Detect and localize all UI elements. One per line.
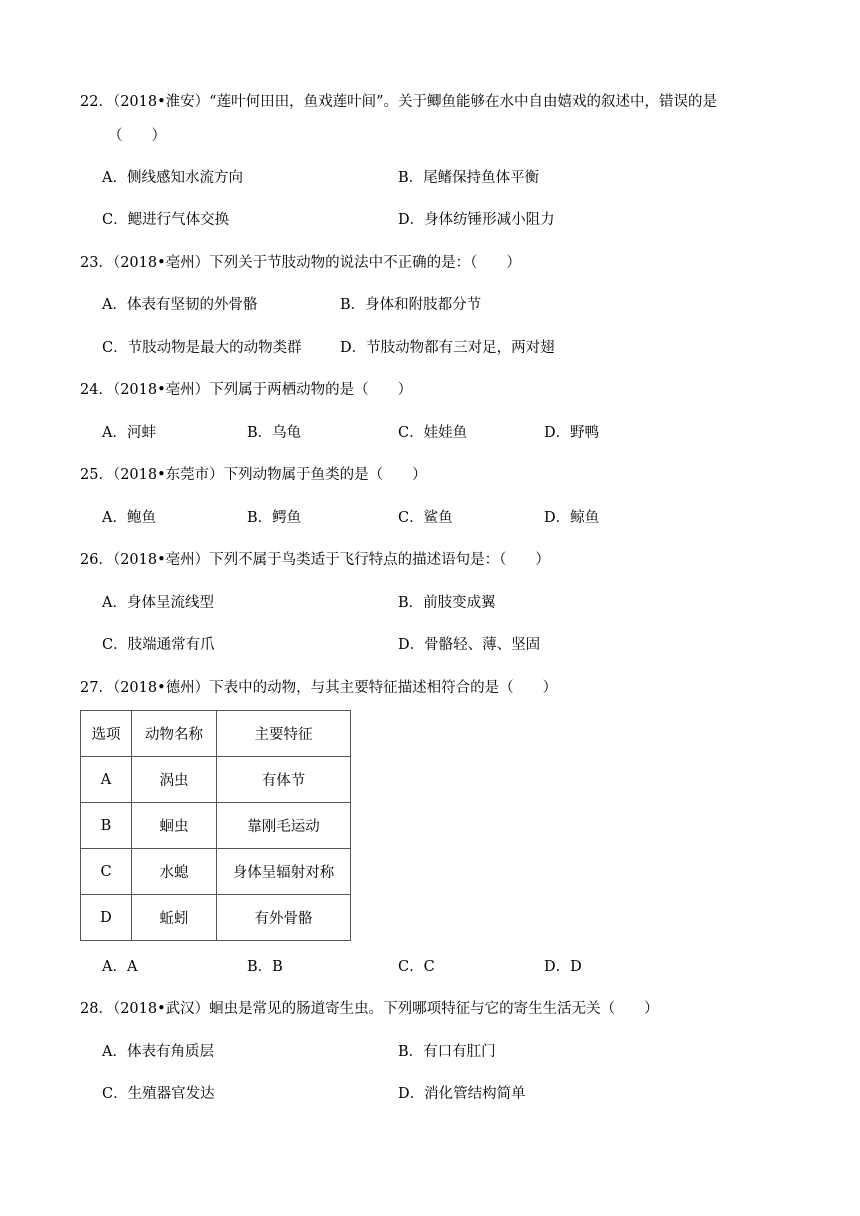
option-b[interactable]: B．乌龟 bbox=[247, 425, 302, 441]
table-cell: B bbox=[81, 803, 132, 849]
option-c[interactable]: C．鲨鱼 bbox=[398, 510, 453, 526]
question-text: （2018•亳州）下列属于两栖动物的是（ ） bbox=[112, 382, 413, 398]
option-b[interactable]: B．身体和附肢都分节 bbox=[340, 297, 482, 313]
option-c[interactable]: C．肢端通常有爪 bbox=[102, 637, 215, 653]
option-d[interactable]: D．节肢动物都有三对足，两对翅 bbox=[340, 340, 555, 356]
option-c[interactable]: C．生殖器官发达 bbox=[102, 1086, 215, 1102]
option-c[interactable]: C．鳃进行气体交换 bbox=[102, 212, 230, 228]
option-a[interactable]: A．鲍鱼 bbox=[102, 510, 156, 526]
option-c[interactable]: C．节肢动物是最大的动物类群 bbox=[102, 340, 302, 356]
question-23-stem bbox=[80, 251, 521, 272]
table-cell: 靠刚毛运动 bbox=[217, 803, 351, 849]
table-cell: C bbox=[81, 849, 132, 895]
table-header-cell: 动物名称 bbox=[132, 711, 217, 757]
table-header-cell: 选项 bbox=[81, 711, 132, 757]
option-a[interactable]: A．体表有角质层 bbox=[102, 1044, 214, 1060]
option-d[interactable]: D．消化管结构简单 bbox=[398, 1086, 526, 1102]
table-cell: A bbox=[81, 757, 132, 803]
option-a[interactable]: A．侧线感知水流方向 bbox=[102, 170, 243, 186]
table-cell: D bbox=[81, 895, 132, 941]
table-row bbox=[81, 849, 351, 895]
option-b[interactable]: B．前肢变成翼 bbox=[398, 595, 496, 611]
option-c[interactable]: C．C bbox=[398, 959, 435, 975]
option-b[interactable]: B．B bbox=[247, 959, 283, 975]
option-a[interactable]: A．河蚌 bbox=[102, 425, 156, 441]
question-number: 24． bbox=[80, 382, 113, 398]
question-text: （2018•亳州）下列关于节肢动物的说法中不正确的是：（ ） bbox=[112, 255, 521, 271]
question-text: （2018•德州）下表中的动物，与其主要特征描述相符合的是（ ） bbox=[112, 680, 558, 696]
option-d[interactable]: D．骨骼轻、薄、坚固 bbox=[398, 637, 541, 653]
question-text: （2018•淮安）“莲叶何田田，鱼戏莲叶间”。关于鲫鱼能够在水中自由嬉戏的叙述中，错误的是 bbox=[112, 94, 717, 110]
question-number: 22． bbox=[80, 94, 113, 110]
animal-feature-table bbox=[80, 710, 351, 941]
question-number: 28． bbox=[80, 1001, 113, 1017]
question-22-stem bbox=[80, 90, 717, 111]
question-number: 23． bbox=[80, 255, 113, 271]
table-cell: 有体节 bbox=[217, 757, 351, 803]
option-d[interactable]: D．野鸭 bbox=[544, 425, 600, 441]
option-c[interactable]: C．娃娃鱼 bbox=[398, 425, 468, 441]
question-number: 25． bbox=[80, 467, 113, 483]
question-number: 27． bbox=[80, 680, 113, 696]
question-28-stem bbox=[80, 997, 659, 1018]
table-row bbox=[81, 757, 351, 803]
option-b[interactable]: B．尾鳍保持鱼体平衡 bbox=[398, 170, 540, 186]
table-row bbox=[81, 895, 351, 941]
table-cell: 水螅 bbox=[132, 849, 217, 895]
question-25-stem bbox=[80, 463, 427, 484]
question-text: （2018•东莞市）下列动物属于鱼类的是（ ） bbox=[112, 467, 427, 483]
question-26-stem bbox=[80, 548, 550, 569]
table-cell: 涡虫 bbox=[132, 757, 217, 803]
question-number: 26． bbox=[80, 552, 113, 568]
question-27-stem bbox=[80, 676, 557, 697]
option-a[interactable]: A．身体呈流线型 bbox=[102, 595, 214, 611]
option-d[interactable]: D．鲸鱼 bbox=[544, 510, 600, 526]
table-cell: 身体呈辐射对称 bbox=[217, 849, 351, 895]
table-cell: 有外骨骼 bbox=[217, 895, 351, 941]
question-24-stem bbox=[80, 378, 412, 399]
table-header-cell: 主要特征 bbox=[217, 711, 351, 757]
option-d[interactable]: D．身体纺锤形减小阻力 bbox=[398, 212, 555, 228]
table-row bbox=[81, 803, 351, 849]
option-a[interactable]: A．A bbox=[102, 959, 138, 975]
option-b[interactable]: B．鳄鱼 bbox=[247, 510, 302, 526]
question-text: （2018•亳州）下列不属于鸟类适于飞行特点的描述语句是：（ ） bbox=[112, 552, 550, 568]
option-b[interactable]: B．有口有肛门 bbox=[398, 1044, 496, 1060]
option-a[interactable]: A．体表有坚韧的外骨骼 bbox=[102, 297, 258, 313]
table-header-row bbox=[81, 711, 351, 757]
table-cell: 蛔虫 bbox=[132, 803, 217, 849]
question-22-answer-blank: （ ） bbox=[108, 128, 166, 144]
option-d[interactable]: D．D bbox=[544, 959, 582, 975]
question-text: （2018•武汉）蛔虫是常见的肠道寄生虫。下列哪项特征与它的寄生生活无关（ ） bbox=[112, 1001, 659, 1017]
table-cell: 蚯蚓 bbox=[132, 895, 217, 941]
